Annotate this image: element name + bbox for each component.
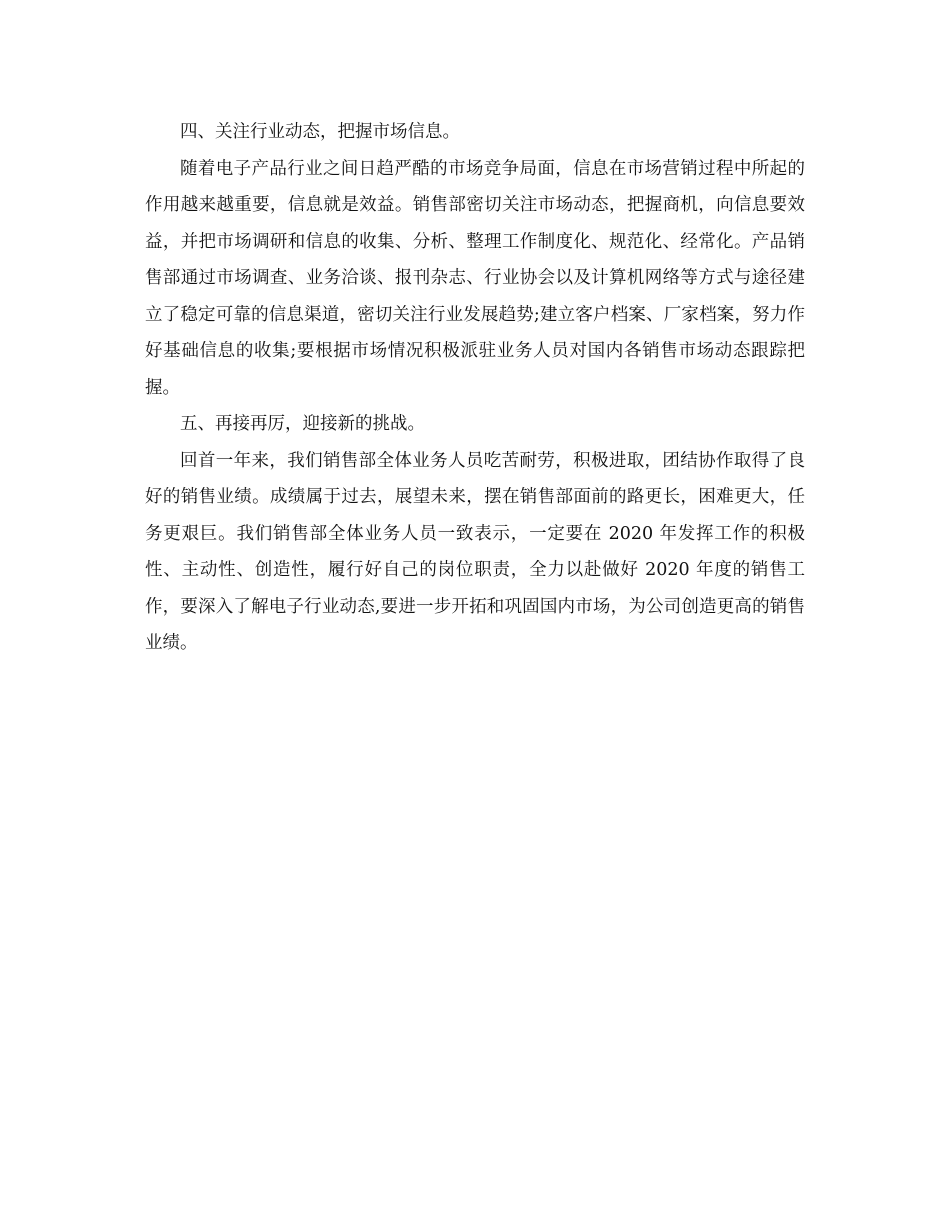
document-body [145, 114, 805, 662]
section-heading-5: 五、再接再厉，迎接新的挑战。 [180, 414, 425, 434]
section-heading-4: 四、关注行业动态，把握市场信息。 [180, 122, 460, 142]
paragraph-market-information: 随着电子产品行业之间日趋严酷的市场竞争局面，信息在市场营销过程中所起的作用越来越重要，信息就是效益。销售部密切关注市场动态，把握商机，向信息要效益，并把市场调研和信息的收集、分析、整理工作制度化、规范化、经常化。产品销售部通过市场调查、业务洽谈、报刊杂志、行业协会以及计算机网络等方式与途径建立了稳定可靠的信息渠道，密切关注行业发展趋势;建立客户档案、厂家档案，努力作好基础信息的收集;要根据市场情况积极派驻业务人员对国内各销售市场动态跟踪把握。 [145, 158, 805, 398]
paragraph-outlook: 回首一年来，我们销售部全体业务人员吃苦耐劳，积极进取，团结协作取得了良好的销售业绩。成绩属于过去，展望未来，摆在销售部面前的路更长，困难更大，任务更艰巨。我们销售部全体业务人员一致表示，一定要在 2020 年发挥工作的积极性、主动性、创造性，履行好自己的岗位职责，全力以赴做好 2020 年度的销售工作，要深入了解电子行业动态,要进一步开拓和巩固国内市场，为公司创造更高的销售业绩。 [145, 450, 805, 653]
